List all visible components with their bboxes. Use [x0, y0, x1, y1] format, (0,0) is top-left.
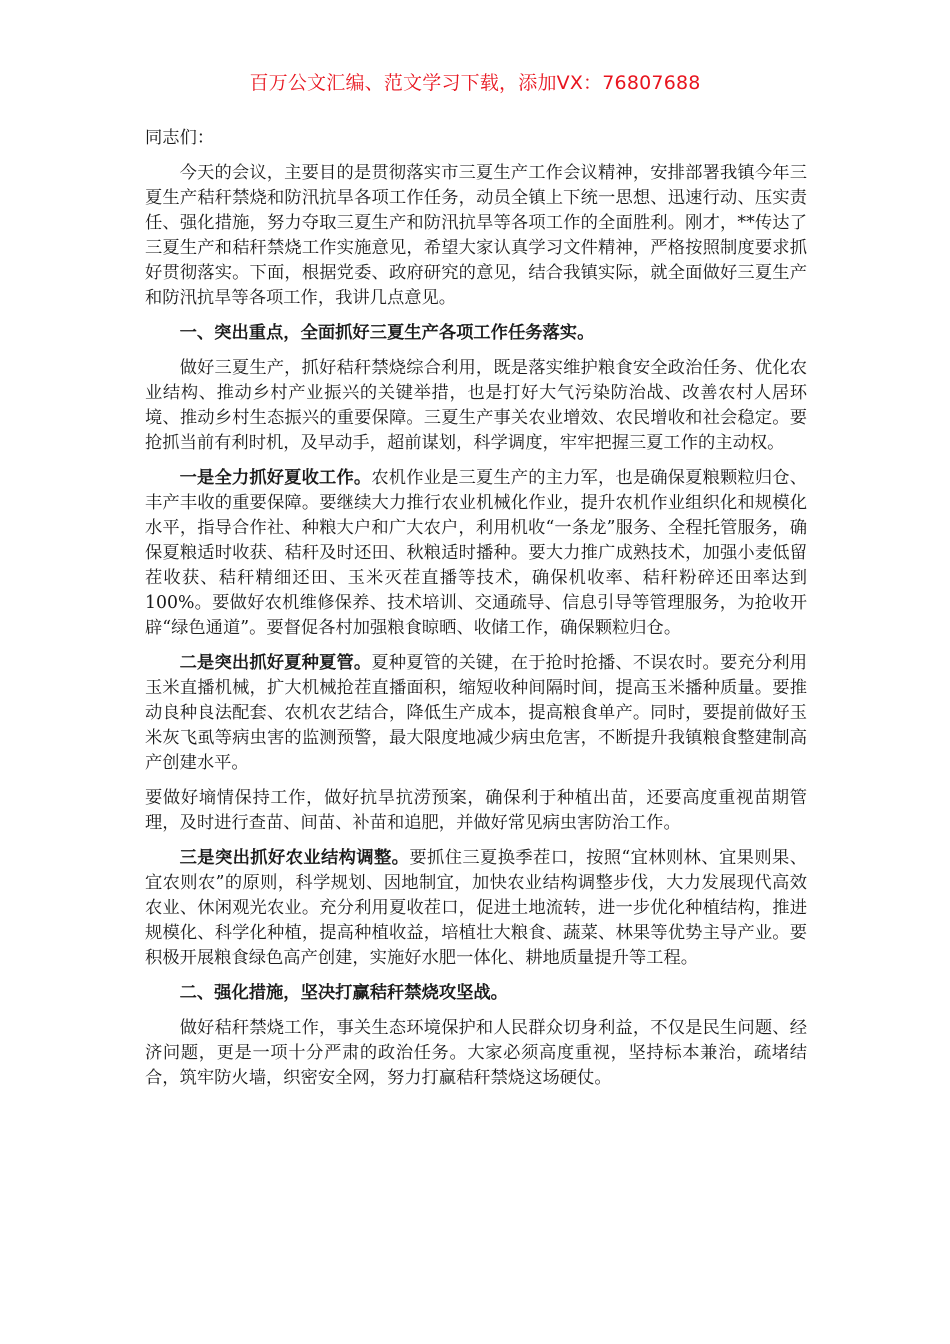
- item-3-paragraph: [145, 846, 807, 971]
- item-2-body: 夏种夏管的关键，在于抢时抢播、不误农时。要充分利用玉米直播机械，扩大机械抢茬直播面积，缩短收种间隔时间，提高玉米播种质量。要推动良种良法配套、农机农艺结合，降低生产成本，提高粮食单产。同时，要提前做好玉米灰飞虱等病虫害的监测预警，最大限度地减少病虫危害，不断提升我镇粮食整建制高产创建水平。: [145, 653, 807, 773]
- section-1-paragraph: 做好三夏生产，抓好秸秆禁烧综合利用，既是落实维护粮食安全政治任务、优化农业结构、推动乡村产业振兴的关键举措，也是打好大气污染防治战、改善农村人居环境、推动乡村生态振兴的重要保障。三夏生产事关农业增效、农民增收和社会稳定。要抢抓当前有利时机，及早动手，超前谋划，科学调度，牢牢把握三夏工作的主动权。: [145, 358, 807, 453]
- watermark-banner: 百万公文汇编、范文学习下载，添加VX：76807688: [249, 72, 701, 94]
- item-1-body: 农机作业是三夏生产的主力军，也是确保夏粮颗粒归仓、丰产丰收的重要保障。要继续大力推行农业机械化作业，提升农机作业组织化和规模化水平，指导合作社、种粮大户和广大农户，利用机收“一条龙”服务、全程托管服务，确保夏粮适时收获、秸秆及时还田、秋粮适时播种。要大力推广成熟技术，加强小麦低留茬收获、秸秆精细还田、玉米灭茬直播等技术，确保机收率、秸秆粉碎还田率达到100%。要做好农机维修保养、技术培训、交通疏导、信息引导等管理服务，为抢收开辟“绿色通道”。要督促各村加强粮食晾晒、收储工作，确保颗粒归仓。: [145, 468, 807, 638]
- section-2-heading: 二、强化措施，坚决打赢秸秆禁烧攻坚战。: [179, 983, 508, 1003]
- section-1-heading: 一、突出重点，全面抓好三夏生产各项工作任务落实。: [179, 323, 595, 343]
- intro-paragraph: 今天的会议，主要目的是贯彻落实市三夏生产工作会议精神，安排部署我镇今年三夏生产秸秆禁烧和防汛抗旱各项工作任务，动员全镇上下统一思想、迅速行动、压实责任、强化措施，努力夺取三夏生产和防汛抗旱等各项工作的全面胜利。刚才，**传达了三夏生产和秸秆禁烧工作实施意见，希望大家认真学习文件精神，严格按照制度要求抓好贯彻落实。下面，根据党委、政府研究的意见，结合我镇实际，就全面做好三夏生产和防汛抗旱等各项工作，我讲几点意见。: [145, 163, 807, 308]
- document-body: [145, 126, 807, 1101]
- salutation: 同志们：: [145, 128, 215, 148]
- item-1-lead: 一是全力抓好夏收工作。: [179, 468, 372, 488]
- item-3-lead: 三是突出抓好农业结构调整。: [179, 848, 410, 868]
- section-2-paragraph: 做好秸秆禁烧工作，事关生态环境保护和人民群众切身利益，不仅是民生问题、经济问题，更是一项十分严肃的政治任务。大家必须高度重视，坚持标本兼治，疏堵结合，筑牢防火墙，织密安全网，努力打赢秸秆禁烧这场硬仗。: [145, 1018, 807, 1088]
- item-2-paragraph: [145, 651, 807, 776]
- item-1-paragraph: [145, 466, 807, 641]
- item-2-lead: 二是突出抓好夏种夏管。: [179, 653, 372, 673]
- item-2-extra-paragraph: 要做好墒情保持工作，做好抗旱抗涝预案，确保利于种植出苗，还要高度重视苗期管理，及时进行查苗、间苗、补苗和追肥，并做好常见病虫害防治工作。: [145, 788, 807, 833]
- item-3-body: 要抓住三夏换季茬口，按照“宜林则林、宜果则果、宜农则农”的原则，科学规划、因地制宜，加快农业结构调整步伐，大力发展现代高效农业、休闲观光农业。充分利用夏收茬口，促进土地流转，进一步优化种植结构，推进规模化、科学化种植，提高种植收益，培植壮大粮食、蔬菜、林果等优势主导产业。要积极开展粮食绿色高产创建，实施好水肥一体化、耕地质量提升等工程。: [145, 848, 807, 968]
